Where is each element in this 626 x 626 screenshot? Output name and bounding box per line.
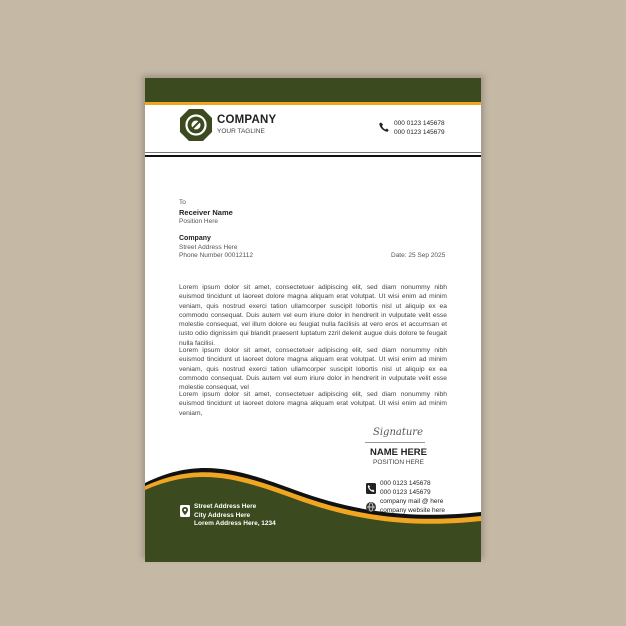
sender-company: Company xyxy=(179,235,211,242)
footer-phone-2: 000 0123 145679 xyxy=(380,488,431,496)
body-paragraph-2: Lorem ipsum dolor sit amet, consectetuer adipiscing elit, sed diam nonummy nibh euismod tincidunt ut laoreet dolore magna aliquam erat volutpat. Ut wisi enim ad minim veniam, quis nostrud exerci tation ullamcorper suscipit lobortis nisl ut aliquip ex ea commodo consequat. Duis autem vel eum iriure dolor in hendrerit in vulputate velit esse molestie consequat, vel xyxy=(179,347,447,392)
footer-web xyxy=(380,498,445,515)
to-label: To xyxy=(179,199,186,206)
footer-address-3: Lorem Address Here, 1234 xyxy=(194,520,276,527)
letter-date: Date: 25 Sep 2025 xyxy=(391,252,446,259)
signer-name: NAME HERE xyxy=(370,447,428,458)
globe-icon xyxy=(366,502,376,512)
signature-line xyxy=(365,442,425,443)
letterhead-page xyxy=(145,78,481,562)
header-rule-thin xyxy=(145,152,481,153)
footer-address xyxy=(194,503,276,529)
header-rule-thick xyxy=(145,155,481,157)
header-phones xyxy=(394,120,445,137)
receiver-position: Position Here xyxy=(179,218,219,225)
receiver-name: Receiver Name xyxy=(179,208,233,217)
company-tagline: YOUR TAGLINE xyxy=(217,128,265,135)
location-icon xyxy=(180,505,190,517)
footer-phones xyxy=(380,480,431,497)
footer-website: company website here xyxy=(380,506,446,514)
logo-icon xyxy=(179,108,213,142)
footer-phone-1: 000 0123 145678 xyxy=(380,480,431,487)
footer-address-1: Street Address Here xyxy=(194,503,257,510)
footer-email: company mail @ here xyxy=(380,498,444,505)
footer-phone-icon xyxy=(366,483,376,494)
company-name: COMPANY xyxy=(217,114,277,126)
header-phone-1: 000 0123 145678 xyxy=(394,120,445,127)
phone-icon xyxy=(379,122,389,132)
signer-position: POSITION HERE xyxy=(373,459,424,466)
body-paragraph-3: Lorem ipsum dolor sit amet, consectetuer adipiscing elit, sed diam nonummy nibh euismod tincidunt ut laoreet dolore magna aliquam erat volutpat. Ut wisi enim ad minim veniam, xyxy=(179,391,447,417)
footer-address-2: City Address Here xyxy=(194,511,251,519)
sender-phone: Phone Number 00012112 xyxy=(179,252,253,259)
sender-street: Street Address Here xyxy=(179,244,238,251)
signature-script: Signature xyxy=(373,427,424,438)
header-accent-stripe xyxy=(145,102,481,105)
header-band xyxy=(145,78,481,102)
body-paragraph-1: Lorem ipsum dolor sit amet, consectetuer adipiscing elit, sed diam nonummy nibh euismod tincidunt ut laoreet dolore magna aliquam erat volutpat. Ut wisi enim ad minim veniam, quis nostrud exerci tation ullamcorper suscipit lobortis nisl ut aliquip ex ea commodo consequat. Duis autem vel eum iriure dolor in hendrerit in vulputate velit esse molestie consequat, vel illum dolore eu feugiat nulla facilisis at vero eros et accumsan et iusto odio dignissim qui blandit praesent luptatum zzril delenit augue duis dolore te feugait nulla facilisi. xyxy=(179,284,447,347)
header-phone-2: 000 0123 145679 xyxy=(394,128,445,136)
